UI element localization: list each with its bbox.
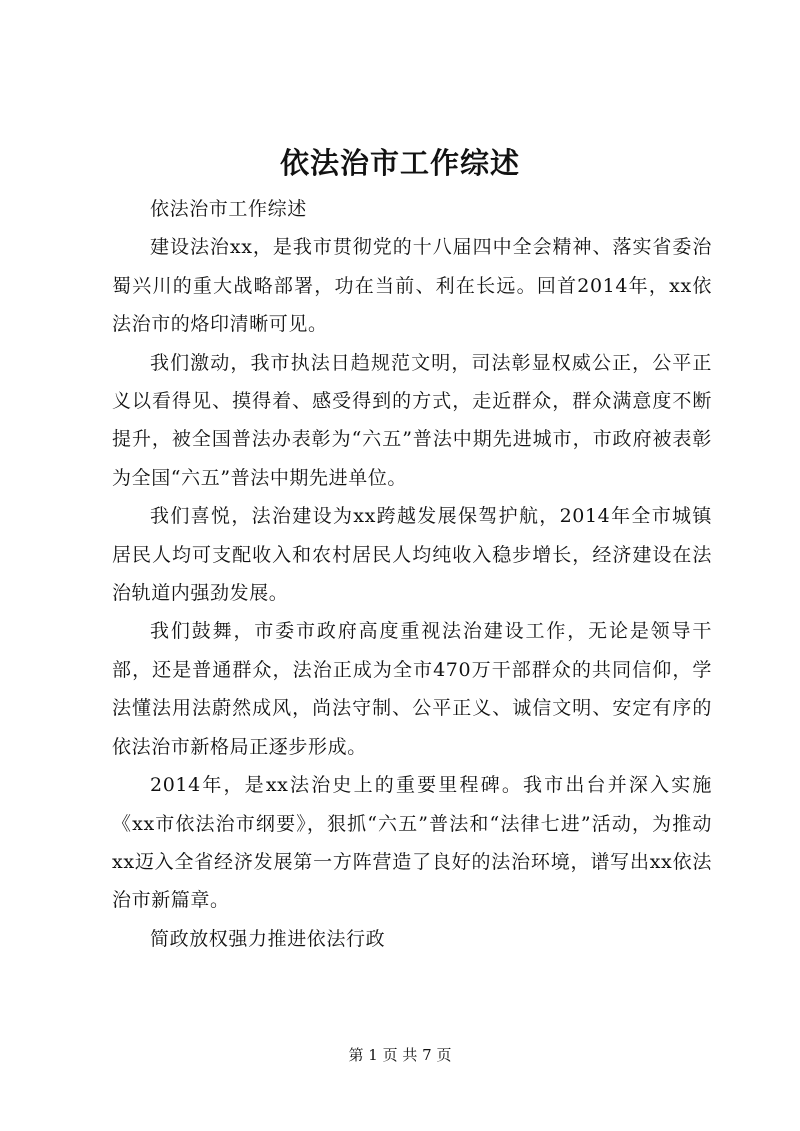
paragraph-excited: 我们激动，我市执法日趋规范文明，司法彰显权威公正，公平正义以看得见、摸得着、感受得到的方式，走近群众，群众满意度不断提升，被全国普法办表彰为“六五”普法中期先进城市，市政府被表彰为全国“六五”普法中期先进单位。: [112, 351, 712, 489]
document-body: [112, 190, 712, 958]
paragraph-pleased: 我们喜悦，法治建设为xx跨越发展保驾护航，2014年全市城镇居民人均可支配收入和农村居民人均纯收入稳步增长，经济建设在法治轨道内强劲发展。: [112, 505, 712, 605]
paragraph-milestone: 2014年，是xx法治史上的重要里程碑。我市出台并深入实施《xx市依法治市纲要》，狠抓“六五”普法和“法律七进”活动，为推动xx迈入全省经济发展第一方阵营造了良好的法治环境，谱写出xx依法治市新篇章。: [112, 774, 712, 912]
paragraph-section-heading: 简政放权强力推进依法行政: [150, 927, 386, 950]
page-footer: 第 1 页 共 7 页: [348, 1046, 452, 1064]
paragraph-inspired: 我们鼓舞，市委市政府高度重视法治建设工作，无论是领导干部，还是普通群众，法治正成为全市470万干部群众的共同信仰，学法懂法用法蔚然成风，尚法守制、公平正义、诚信文明、安定有序的依法治市新格局正逐步形成。: [112, 620, 712, 758]
paragraph-intro: 建设法治xx，是我市贯彻党的十八届四中全会精神、落实省委治蜀兴川的重大战略部署，功在当前、利在长远。回首2014年，xx依法治市的烙印清晰可见。: [112, 236, 712, 336]
paragraph-subtitle: 依法治市工作综述: [150, 198, 307, 220]
document-title: 依法治市工作综述: [279, 146, 520, 180]
